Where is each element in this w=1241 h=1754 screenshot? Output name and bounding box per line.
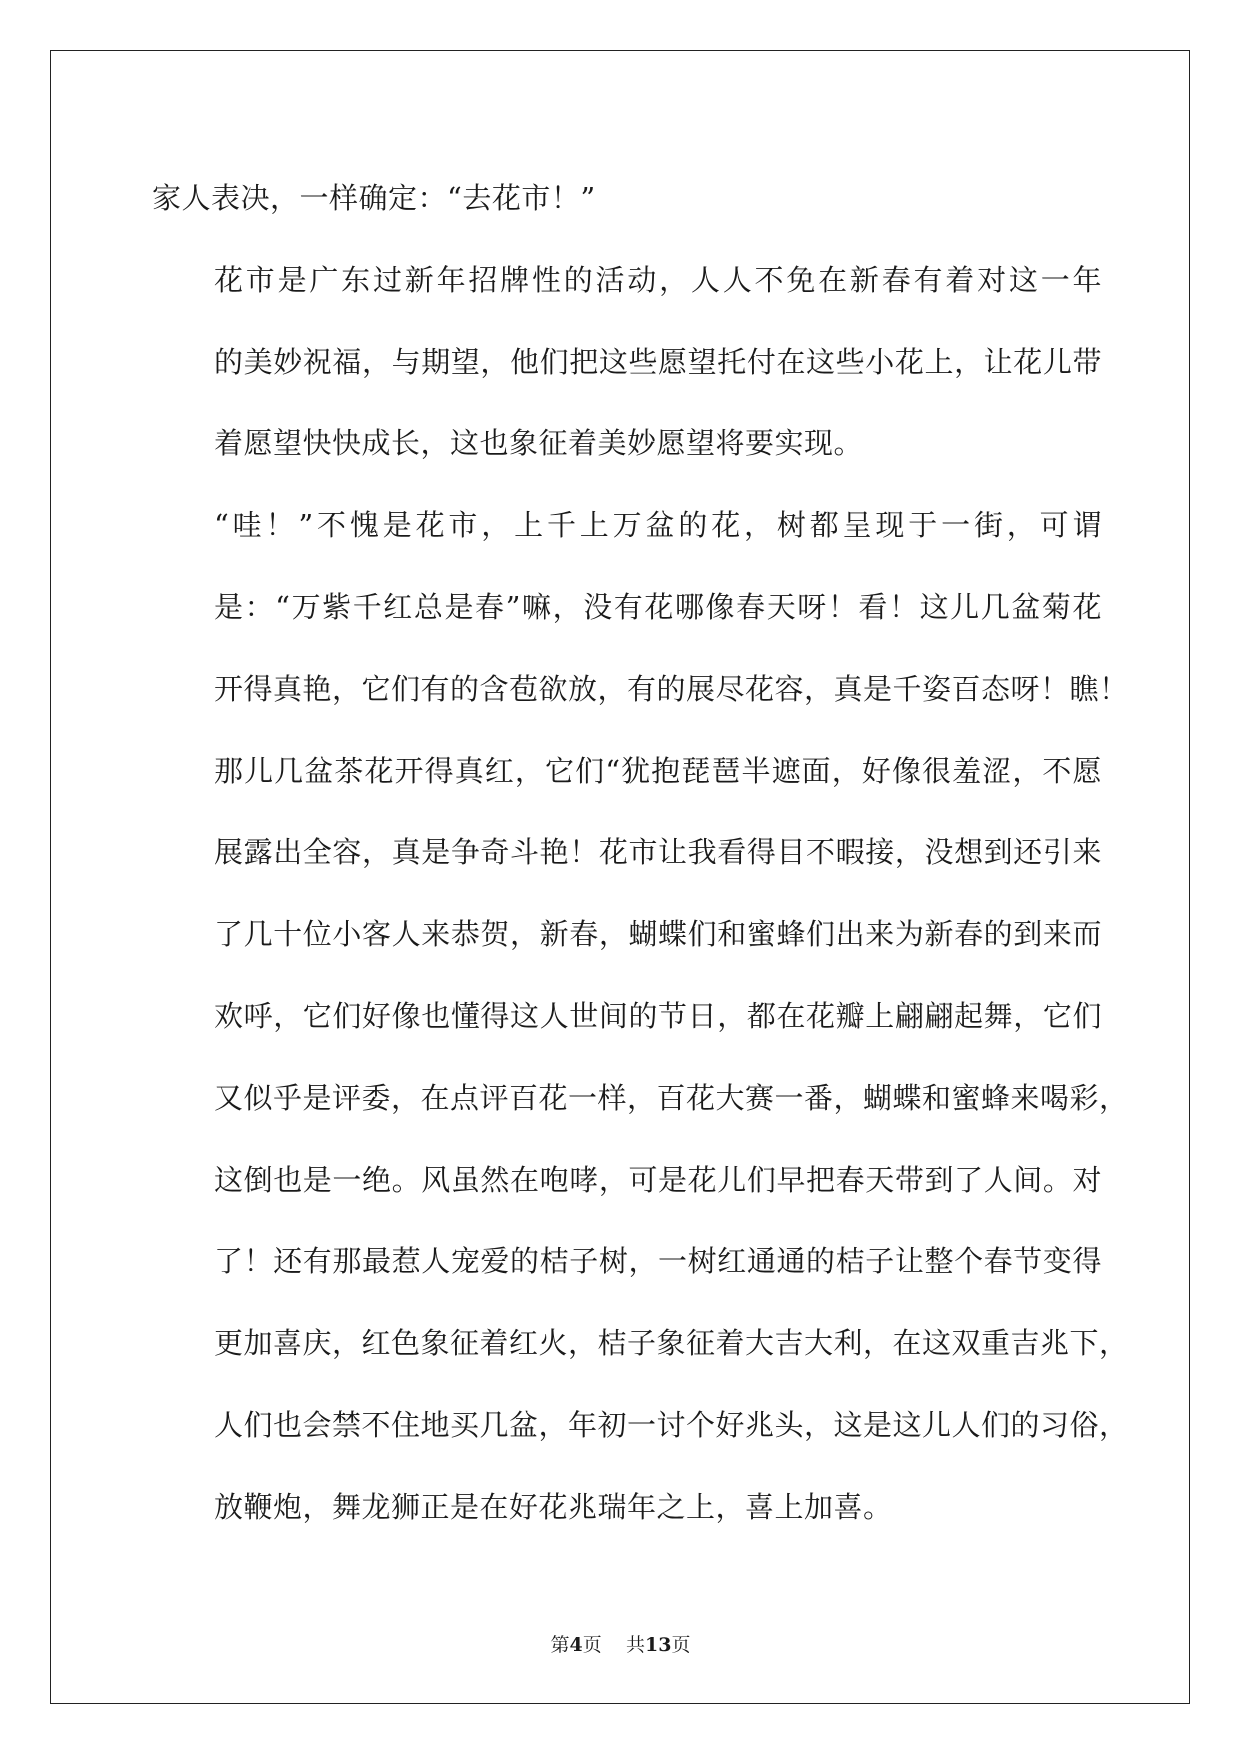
page-footer (0, 1630, 1241, 1657)
text-line: 的美妙祝福，与期望，他们把这些愿望托付在这些小花上，让花儿带 (214, 344, 1102, 379)
page-number: 4 (569, 1634, 583, 1656)
text-line: 家人表决，一样确定：“去花市！” (152, 181, 596, 215)
page-label-suffix: 页 (582, 1634, 602, 1656)
paragraph (152, 158, 1102, 240)
text-line: 放鞭炮，舞龙狮正是在好花兆瑞年之上，喜上加喜。 (214, 1489, 893, 1524)
text-line: 展露出全容，真是争奇斗艳！花市让我看得目不暇接，没想到还引来 (214, 835, 1102, 870)
total-label-suffix: 页 (671, 1634, 691, 1656)
text-line: 更加喜庆，红色象征着红火，桔子象征着大吉大利，在这双重吉兆下， (214, 1326, 1129, 1361)
total-pages: 13 (644, 1634, 672, 1656)
text-line: 了！还有那最惹人宠爱的桔子树，一树红通通的桔子让整个春节变得 (214, 1244, 1102, 1279)
text-line: 开得真艳，它们有的含苞欲放，有的展尽花容，真是千姿百态呀！瞧！ (214, 671, 1129, 706)
text-line: 又似乎是评委，在点评百花一样，百花大赛一番，蝴蝶和蜜蜂来喝彩， (214, 1080, 1129, 1115)
page-label-prefix: 第 (550, 1634, 570, 1656)
paragraph (152, 240, 1102, 485)
paragraph (152, 485, 1129, 1548)
text-line: 这倒也是一绝。风虽然在咆哮，可是花儿们早把春天带到了人间。对 (214, 1162, 1102, 1197)
text-line: “哇！”不愧是花市，上千上万盆的花，树都呈现于一街，可谓 (214, 508, 1102, 543)
text-line: 了几十位小客人来恭贺，新春，蝴蝶们和蜜蜂们出来为新春的到来而 (214, 917, 1102, 952)
text-line: 那儿几盆茶花开得真红，它们“犹抱琵琶半遮面，好像很羞涩，不愿 (214, 753, 1102, 788)
text-line: 人们也会禁不住地买几盆，年初一讨个好兆头，这是这儿人们的习俗， (214, 1407, 1129, 1442)
text-line: 花市是广东过新年招牌性的活动，人人不免在新春有着对这一年 (214, 262, 1102, 297)
text-line: 是：“万紫千红总是春”嘛，没有花哪像春天呀！看！这儿几盆菊花 (214, 589, 1102, 624)
text-line: 欢呼，它们好像也懂得这人世间的节日，都在花瓣上翩翩起舞，它们 (214, 998, 1102, 1033)
total-label-prefix: 共 (625, 1634, 645, 1656)
text-line: 着愿望快快成长，这也象征着美妙愿望将要实现。 (214, 426, 864, 461)
document-body (152, 158, 1129, 1549)
